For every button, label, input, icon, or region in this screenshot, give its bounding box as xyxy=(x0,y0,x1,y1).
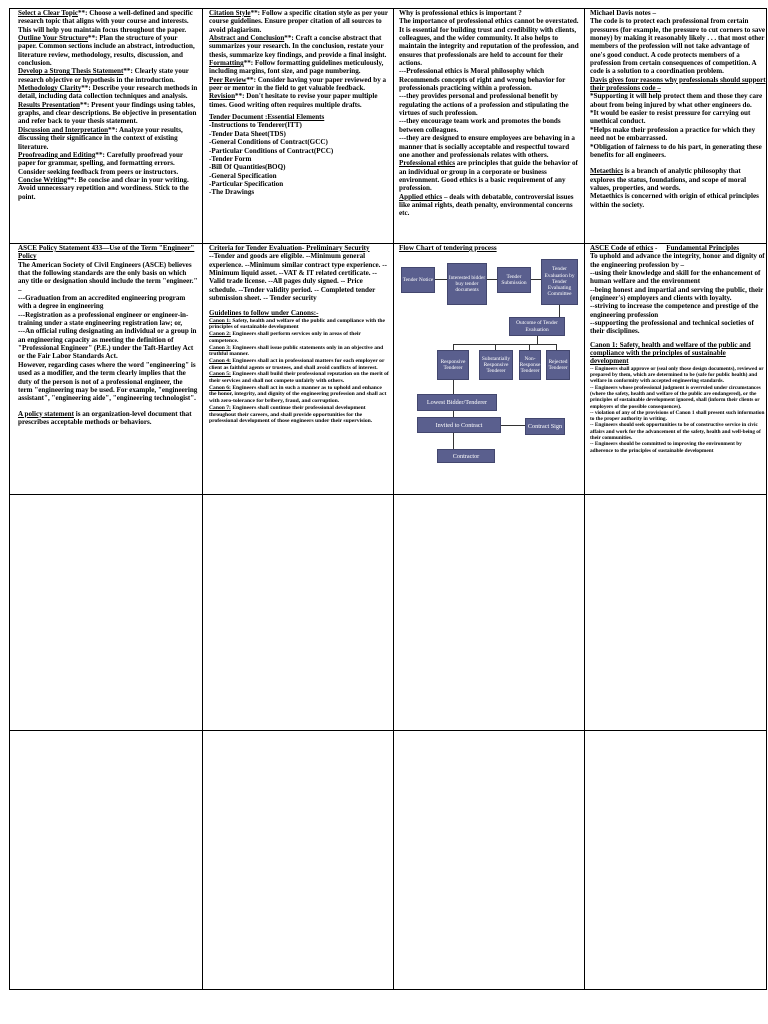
row-divider xyxy=(10,494,766,495)
research-tip xyxy=(18,9,198,34)
flow-box-interested-bidder: Interested bidder buy tender documents xyxy=(447,263,487,305)
flow-box-substantially-responsive: Substantially Responsive Tenderer xyxy=(479,350,513,380)
research-tip-heading: Discussion and Interpretation xyxy=(18,125,109,134)
ethics-line: ---they are designed to ensure employees are behaving in a manner that is socially acceptable and respectful toward one another and professionals relates with others. xyxy=(399,134,575,159)
tender-element: -Particular Conditions of Contract(PCC) xyxy=(209,146,334,155)
writing-tip-text: **: Follow a specific citation style as per your course guidelines. Ensure proper citation of all sources to avoid plagiarism. xyxy=(209,9,388,34)
canon1-detail: -- violation of any of the provisions of Canon 1 shall present such information to the proper authority in writing. xyxy=(590,409,765,423)
davis-notes-cell xyxy=(590,9,766,241)
flow-connector xyxy=(559,305,560,317)
canon-label: Canon 4: xyxy=(209,357,231,364)
flow-connector xyxy=(435,279,447,280)
canons-list xyxy=(209,318,389,425)
policy-statement-def xyxy=(18,410,198,427)
canon-item xyxy=(209,385,389,405)
canon-item xyxy=(209,318,389,331)
code-line: --using their knowledge and skill for the enhancement of human welfare and the environment xyxy=(590,269,761,286)
writing-tip xyxy=(209,9,389,34)
column-divider xyxy=(393,9,394,989)
flow-chart-cell xyxy=(399,244,580,492)
tender-document-heading: Tender Document :Essential Elements xyxy=(209,113,325,122)
writing-tip xyxy=(209,76,389,93)
research-tip-heading: Proofreading and Editing xyxy=(18,150,96,159)
professional-ethics-text: are principles that guide the behavior of an individual or group in a corporate or business environment. Good ethics is a basic requirement of any profession. xyxy=(399,159,578,193)
writing-tips-cell xyxy=(209,9,389,241)
applied-ethics-term: Applied ethics xyxy=(399,192,443,201)
writing-tip-text: **: Don't hesitate to revise your paper multiple times. Good writing often requires multiple drafts. xyxy=(209,92,378,109)
ethics-question: Why is professional ethics is important ? xyxy=(399,9,522,17)
canon1-detail: -- Engineers should be committed to improving the environment by adherence to the principles of sustainable development xyxy=(590,441,742,454)
flow-connector xyxy=(453,433,454,449)
flow-box-tender-submission: Tender Submission xyxy=(497,267,531,293)
policy-statement-text: is an organization-level document that prescribes acceptable methods or behaviors. xyxy=(18,409,192,426)
flow-box-non-response: Non-Response Tenderer xyxy=(519,350,541,380)
ethics-line: ---they provides personal and professional benefit by regulating the actions of a profession and stipulating the virtues of such profession. xyxy=(399,92,569,118)
writing-tips-list xyxy=(209,9,389,109)
flow-box-invited: Invited to Contract xyxy=(417,417,501,433)
policy-p1: The American Society of Civil Engineers (ASCE) believes that the following standards are the only basis on which any title or designation should include the term "engineer." – xyxy=(18,260,198,294)
tender-elements-list xyxy=(209,121,389,196)
code-line: --supporting the professional and technical societies of their disciplines. xyxy=(590,319,754,336)
canon-text: Engineers shall issue public statements only in an objective and truthful manner. xyxy=(209,344,384,358)
flow-box-contract-sign: Contract Sign xyxy=(525,418,565,435)
professional-ethics-term: Professional ethics xyxy=(399,159,456,168)
research-tips-cell xyxy=(18,9,198,241)
policy-p3: ---Registration as a professional engineer or engineer-in-training under a state engineering registration law; or, xyxy=(18,310,189,328)
tender-element: -General Conditions of Contract(GCC) xyxy=(209,138,328,147)
tender-element: -Bill Of Quantities(BOQ) xyxy=(209,163,286,172)
canon-label: Canon 5: xyxy=(209,371,231,378)
canon-label: Canon 6: xyxy=(209,384,231,391)
flow-box-tender-evaluation: Tender Evaluation by Tender Evaluating Committee xyxy=(541,259,578,305)
column-divider xyxy=(202,9,203,989)
canon1-detail: -- Engineers shall approve or (seal only those design documents), reviewed or prepared by them, which are determined to be (safe for public health) and welfare in conformity with accepted engineering standards. xyxy=(590,365,764,385)
davis-title: Michael Davis notes – xyxy=(590,9,657,17)
document-page xyxy=(9,8,767,990)
tender-element: -The Drawings xyxy=(209,188,255,197)
metaethics-origin: Metaethics is concerned with origin of ethical principles within the society. xyxy=(590,192,759,209)
policy-title: ASCE Policy Statement 433—Use of the Term "Engineer" xyxy=(18,244,195,252)
asce-code-title: ASCE Code of ethics xyxy=(590,244,654,252)
research-tip-text: **: Clearly state your research objective or hypothesis in the introduction. xyxy=(18,67,189,84)
tender-element: -Instructions to Tenderer(ITT) xyxy=(209,121,302,130)
research-tip xyxy=(18,34,198,67)
davis-reasons-list xyxy=(590,92,766,159)
code-line: --being honest and impartial and serving the public, their (engineer's) employers and clients with loyalty. xyxy=(590,285,764,303)
canon-item xyxy=(209,345,389,358)
flow-connector xyxy=(453,380,454,394)
flow-box-outcome: Outcome of Tender Evaluation xyxy=(509,317,565,336)
writing-tip-text: **: Follow formatting guidelines meticulously, including margins, font size, and page numbering. xyxy=(209,59,384,76)
research-tip-text: **: Be concise and clear in your writing. Avoid unnecessary repetition and wordiness. Stick to the point. xyxy=(18,175,189,201)
professional-ethics-def xyxy=(399,159,580,192)
metaethics-term: Metaethics xyxy=(590,167,624,176)
canon1-details xyxy=(590,366,766,454)
writing-tip-text: **: Consider having your paper reviewed by a peer or mentor in the field to get valuable feedback. xyxy=(209,75,387,93)
writing-tip xyxy=(209,92,389,109)
ethics-line: ---they encourage team work and promotes the bonds between colleagues. xyxy=(399,117,561,134)
criteria-title: Criteria for Tender Evaluation- Preliminary Security xyxy=(209,244,370,252)
flow-connector xyxy=(531,279,541,280)
asce-policy-cell xyxy=(18,244,198,492)
research-tip-text: **: Describe your research methods in detail, including data collection techniques and analysis. xyxy=(18,84,198,101)
flow-box-lowest-bidder: Lowest Bidder/Tenderer xyxy=(417,394,497,411)
canon-label: Canon 7: xyxy=(209,404,231,411)
policy-p5: However, regarding cases where the word "engineering" is used as a modifier, and the term clearly implies that the duty of the person is not of a professional engineer, the term "engineering may be used. For example, "engineering assistant", "engineering aide", "engineering technologist". xyxy=(18,360,198,403)
canon1-heading: Canon 1: Safety, health and welfare of the public and compliance with the principles of sustainable development xyxy=(590,340,751,366)
flow-box-rejected: Rejected Tenderer xyxy=(546,350,570,380)
research-tip xyxy=(18,84,198,101)
research-tip xyxy=(18,67,198,84)
research-tip-heading: Develop a Strong Thesis Statement xyxy=(18,67,124,76)
code-lines xyxy=(590,269,766,336)
research-tip-text: **: Plan the structure of your paper. Common sections include an abstract, introduction, literature review, methodology, results, discussion, and conclusion. xyxy=(18,34,195,68)
research-tip xyxy=(18,176,198,201)
research-tip-heading: Methodology Clarity xyxy=(18,84,82,93)
writing-tip xyxy=(209,59,389,76)
canon1-detail: -- Engineers should seek opportunities to be of constructive service in civic affairs and work for the advancement of the safety, health and well-being of their communities. xyxy=(590,422,761,442)
applied-ethics-def xyxy=(399,193,580,218)
canon-item xyxy=(209,371,389,384)
criteria-text: --Tender and goods are eligible. --Minimum general experience. --Minimum similar contract type experience. --Minimum liquid asset. --VAT & IT related certificate. --Valid trade license. --All pages duly signed. -- Price schedule. --Tender validity period. -- Completed tender submission sheet. -- Tender security xyxy=(209,252,387,303)
policy-label: Policy xyxy=(18,252,37,261)
research-tip-heading: Results Presentation xyxy=(18,100,80,109)
tender-criteria-cell xyxy=(209,244,389,492)
research-tip xyxy=(18,101,198,126)
canon-label: Canon 3: xyxy=(209,344,231,351)
research-tip xyxy=(18,126,198,151)
policy-statement-term: A policy statement xyxy=(18,409,74,418)
tender-element: -General Specification xyxy=(209,171,277,180)
canon-text: Engineers shall act in such a manner as to uphold and enhance the honor, integrity, and dignity of the engineering profession and shall act with zero-tolerance for bribery, fraud, and corruption. xyxy=(209,384,387,405)
research-tip-heading: Outline Your Structure xyxy=(18,34,89,43)
canon-label: Canon 1: xyxy=(209,317,231,324)
code-intro: To uphold and advance the integrity, honor and dignity of the engineering profession by – xyxy=(590,252,765,269)
tender-element: -Particular Specification xyxy=(209,179,284,188)
writing-tip-heading: Abstract and Conclusion xyxy=(209,34,285,43)
applied-ethics-text: – deals with debatable, controversial issues like animal rights, death penalty, environmental concerns etc. xyxy=(399,192,574,218)
flow-connector xyxy=(501,425,525,426)
writing-tip xyxy=(209,34,389,59)
canon-item xyxy=(209,331,389,344)
davis-reason: *It would be easier to resist pressure for carrying out unethical conduct. xyxy=(590,109,751,126)
column-divider xyxy=(584,9,585,989)
canon-text: Engineers shall continue their professional development throughout their careers, and shall provide opportunities for the professional development of those engineers under their supervision. xyxy=(209,404,373,425)
ethics-lines xyxy=(399,92,580,159)
policy-p4: ---An official ruling designating an individual or a group in an engineering capacity as meeting the definition of "Professional Engineer" (P.E.) under the Taft-Hartley Act or the Fair Labor Standards Act. xyxy=(18,327,197,361)
writing-tip-text: **: Craft a concise abstract that summarizes your research. In the conclusion, restate your thesis, summarize key findings, and provide a final insight. xyxy=(209,34,387,59)
metaethics-def xyxy=(590,167,766,192)
research-tip-text: **: Present your findings using tables, graphs, and clear descriptions. Be objective in presentation and refer back to your thesis statement. xyxy=(18,100,197,126)
flow-chart xyxy=(399,253,580,483)
flow-chart-title: Flow Chart of tendering process xyxy=(399,244,497,252)
professional-ethics-cell xyxy=(399,9,580,241)
research-tip xyxy=(18,151,198,176)
davis-paragraph: The code is to protect each professional from certain pressures (for example, the pressure to cut corners to save money) by making it reasonably likely . . . that most other members of the profession will not take advantage of one's good conduct. A code protects members of a profession from certain consequences of competition. A code is a solution to a coordination problem. xyxy=(590,17,766,76)
flow-box-tender-notice: Tender Notice xyxy=(401,267,435,293)
code-line: --striving to increase the competence and prestige of the engineering profession xyxy=(590,302,759,319)
research-tip-text: **: Choose a well-defined and specific research topic that aligns with your course and interests. This will help you maintain focus throughout the paper. xyxy=(18,9,193,34)
research-tip-text: **: Analyze your results, discussing their significance in the context of existing literature. xyxy=(18,125,183,151)
canon-text: Safety, health and welfare of the public and compliance with the principles of sustainable development xyxy=(209,317,385,331)
canons-heading: Guidelines to follow under Canons:- xyxy=(209,309,319,318)
canon-text: Engineers shall act in professional matters for each employer or client as faithful agents or trustees, and shall avoid conflicts of interest. xyxy=(209,357,385,371)
ethics-intro: The importance of professional ethics cannot be overstated. It is essential for building trust and credibility with clients, colleagues, and the wider community. It also helps to maintain the integrity and reputation of the profession, and ensures that professionals are held to account for their actions. xyxy=(399,17,579,68)
tender-element: -Tender Form xyxy=(209,154,252,163)
davis-reasons-heading: Davis gives four reasons why professionals should support their professions code – xyxy=(590,75,766,93)
canon-label: Canon 2: xyxy=(209,331,231,338)
asce-code-cell: ASCE Code of ethics - Fundamental Principles To uphold and advance the integrity, honor and dignity of the engineering profession by – --using their knowledge and skill for the enhancement of human welfare and the environment --being honest and impartial and serving the public, their (engineer's) employers and clients with loyalty. --striving to increase the competence and prestige of the engineering profession --supporting the professional and technical societies of their disciplines. Canon 1: Safety, health and welfare of the public and compliance with the principles of sustainable development -- Engineers shall approve or (seal only those design documents), reviewed or prepared by them, which are determined to be (safe for public health) and welfare in conformity with accepted engineering standards. -- Engineers whose professional judgment is overruled under circumstances (where the safety, health and welfare of the public are endangered), or the principles of sustainable development ignored, shall (inform their clients or employers of the possible consequences). -- violation of any of the provisions of Canon 1 shall present such information to the proper authority in writing. -- Engineers should seek opportunities to be of constructive service in civic affairs and work for the advancement of the safety, health and well-being of their communities. -- Engineers should be committed to improving the environment by adherence to the principles of sustainable development xyxy=(590,244,765,454)
writing-tip-heading: Peer Review xyxy=(209,75,247,84)
canon-item xyxy=(209,358,389,371)
fundamental-principles-title: Fundamental Principles xyxy=(666,244,739,252)
canon-text: Engineers shall perform services only in areas of their competence. xyxy=(209,331,361,344)
davis-reason: *Helps make their profession a practice for which they need not be embarrassed. xyxy=(590,125,756,143)
flow-box-contractor: Contractor xyxy=(437,449,495,463)
policy-p2: ---Graduation from an accredited engineering program with a degree in engineering xyxy=(18,294,186,311)
ethics-moral: ---Professional ethics is Moral philosophy which Recommends concepts of right and wrong behavior for professionals practicing within a profession. xyxy=(399,67,566,93)
research-tip-text: **: Carefully proofread your paper for grammar, spelling, and formatting errors. Consider seeking feedback from peers or instructors. xyxy=(18,150,183,176)
canon1-detail: -- Engineers whose professional judgment is overruled under circumstances (where the safety, health and welfare of the public are endangered), or the principles of sustainable development ignored, shall (inform their clients or employers of the possible consequences). xyxy=(590,384,761,410)
flow-connector xyxy=(453,344,557,345)
writing-tip-heading: Formatting xyxy=(209,59,244,68)
davis-reason: *Obligation of fairness to do his part, in generating these benefits for all engineers. xyxy=(590,142,762,159)
writing-tip-heading: Citation Style xyxy=(209,9,251,17)
flow-connector xyxy=(487,279,497,280)
tender-element: -Tender Data Sheet(TDS) xyxy=(209,129,286,138)
flow-box-responsive: Responsive Tenderer xyxy=(437,350,469,380)
metaethics-text: is a branch of analytic philosophy that explores the status, foundations, and scope of moral values, properties, and words. xyxy=(590,167,747,192)
research-tip-heading: Select a Clear Topic xyxy=(18,9,78,17)
davis-reason: *Supporting it will help protect them and those they care about from being injured by what other engineers do. xyxy=(590,92,763,109)
research-tip-heading: Concise Writing xyxy=(18,175,68,184)
writing-tip-heading: Revision xyxy=(209,92,236,101)
canon-text: Engineers shall build their professional reputation on the merit of their services and shall not compete unfairly with others. xyxy=(209,371,389,385)
row-divider xyxy=(10,730,766,731)
canon-item xyxy=(209,405,389,425)
